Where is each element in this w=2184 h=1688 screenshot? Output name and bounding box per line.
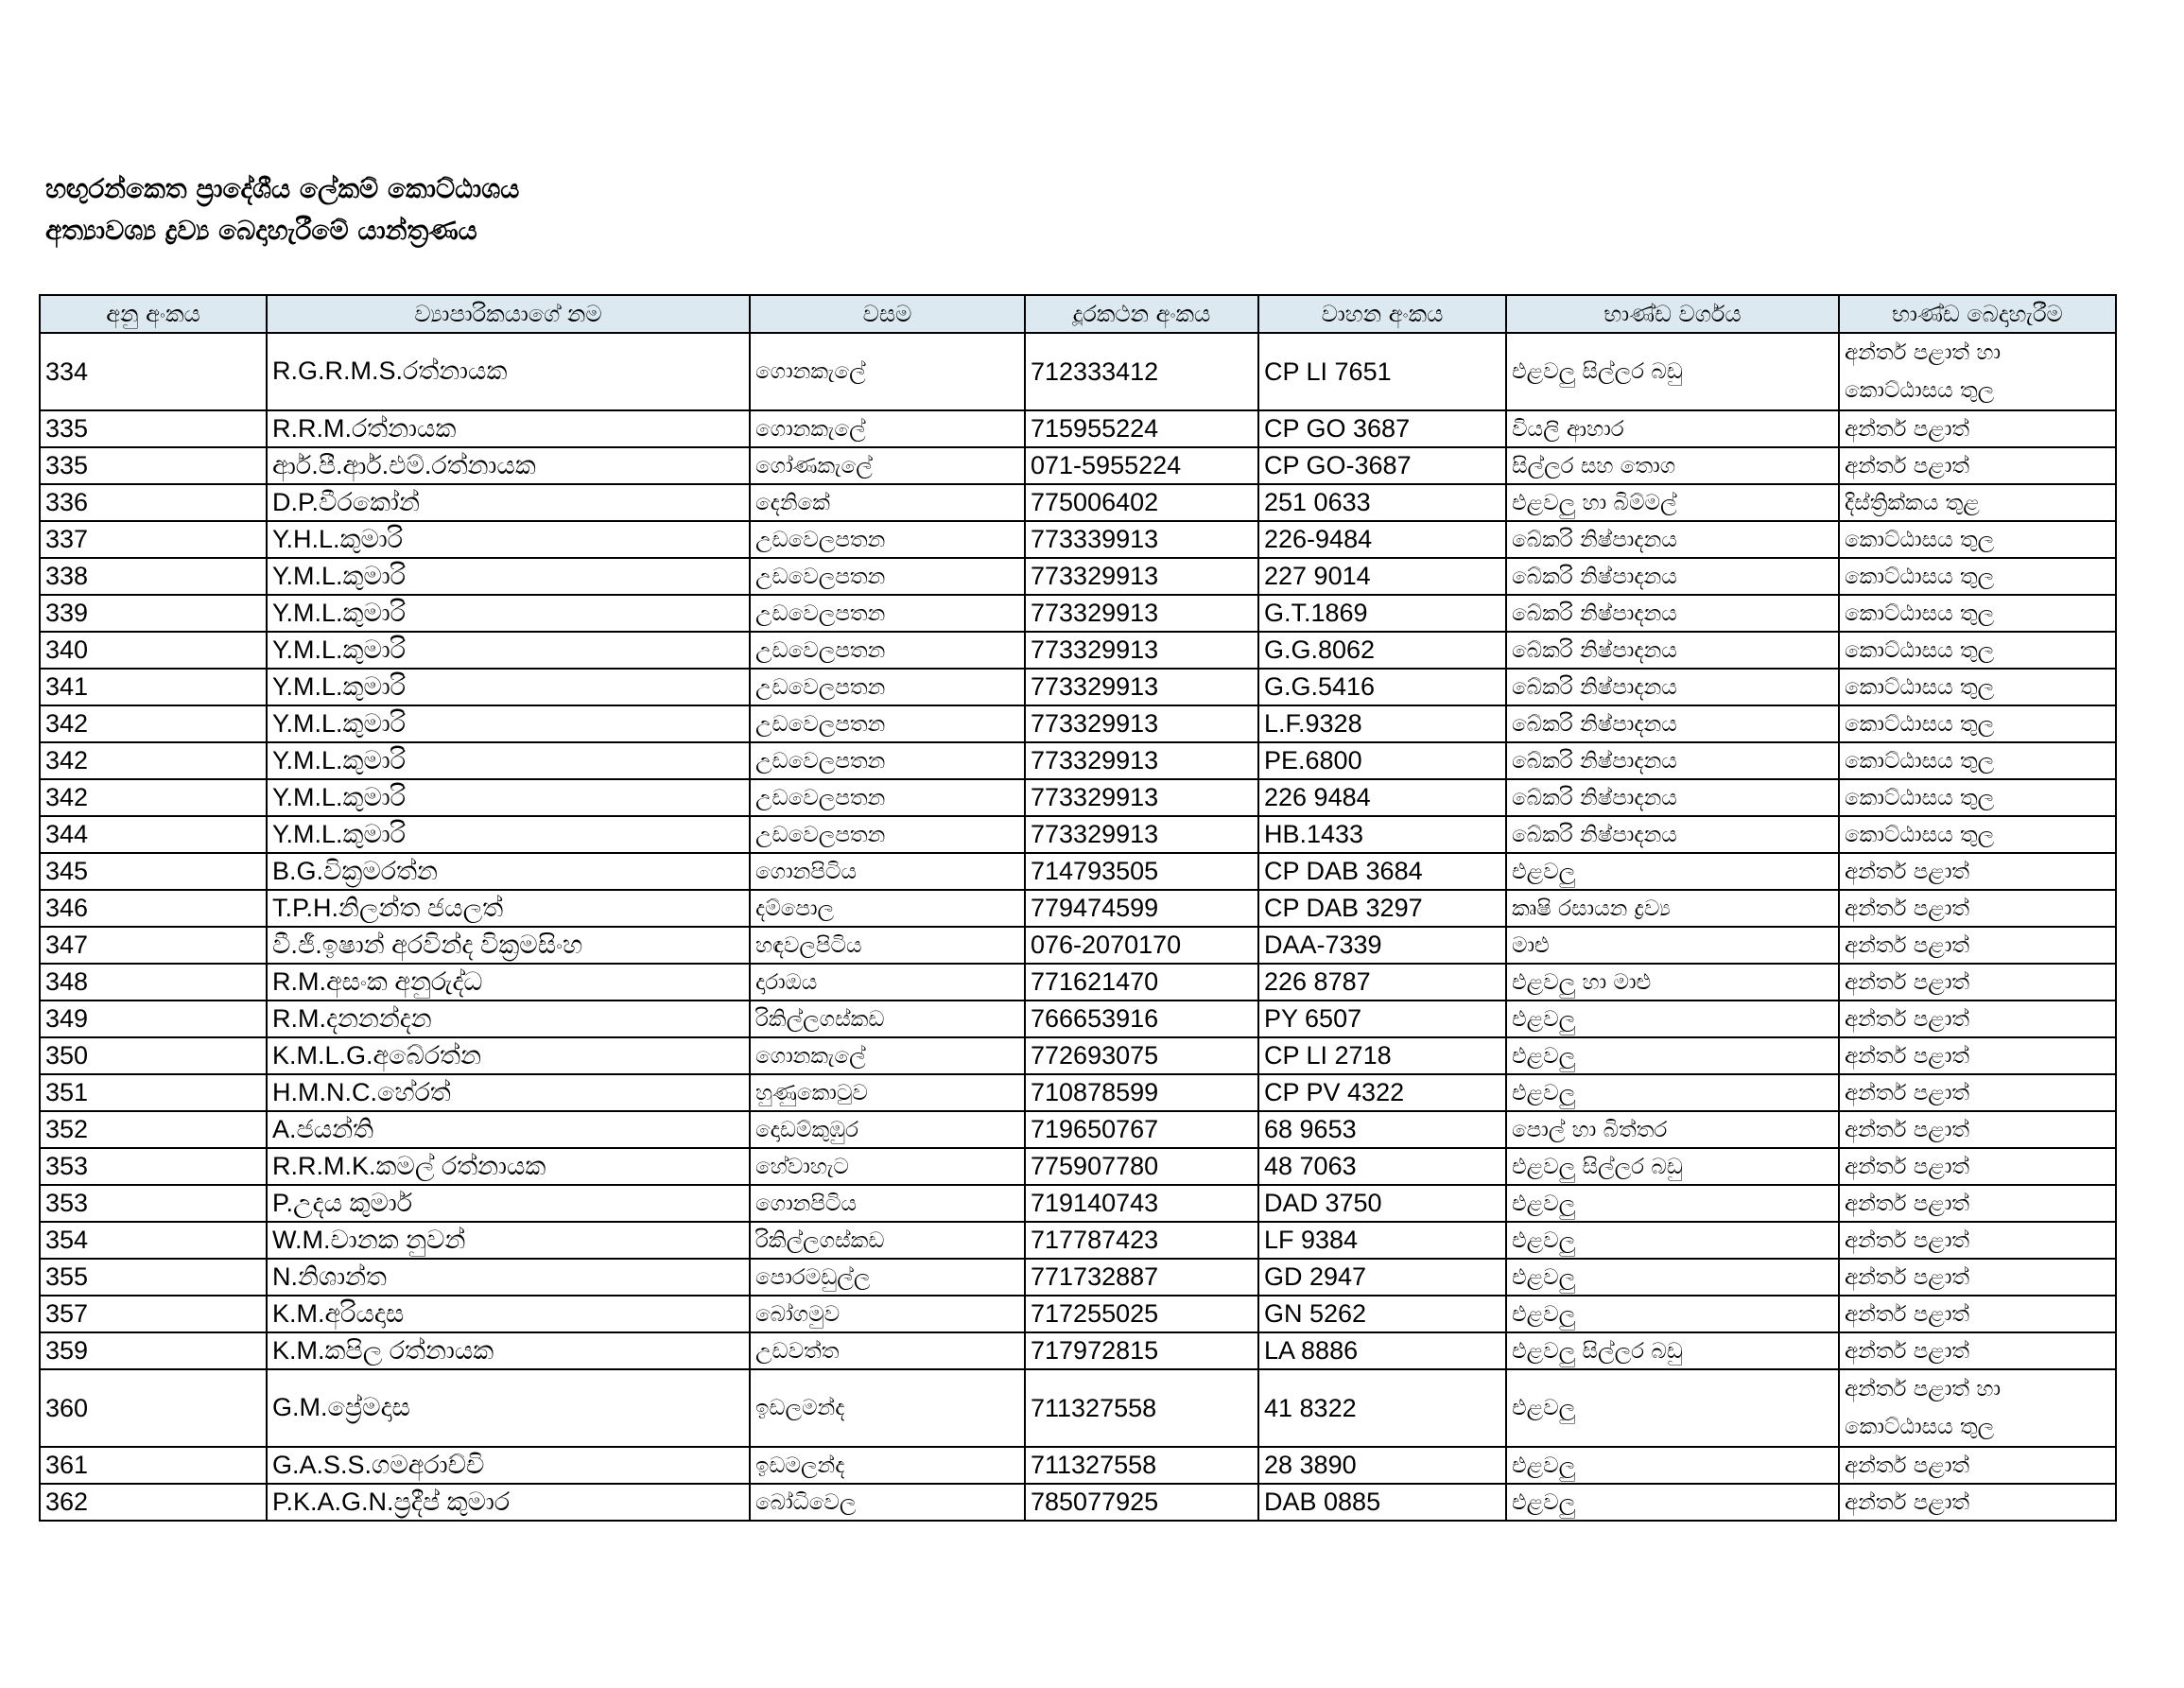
trader-name-cell: Y.M.L.කුමාරි — [267, 558, 750, 595]
trader-name-cell: R.R.M.රත්නායක — [267, 410, 750, 447]
distribution-line: අන්තර් පළාත් හා — [1845, 1377, 2002, 1401]
distribution-cell: අන්තර් පළාත් — [1839, 1185, 2116, 1222]
table-row — [40, 1001, 2116, 1037]
serial-cell: 355 — [40, 1259, 267, 1296]
phone-cell: 766653916 — [1025, 1001, 1258, 1037]
serial-cell: 336 — [40, 484, 267, 521]
goods-type-cell: බේකරි නිෂ්පාදනය — [1506, 521, 1839, 558]
goods-type-cell: එළවලු — [1506, 1447, 1839, 1484]
distribution-cell: අන්තර් පළාත් — [1839, 1148, 2116, 1185]
vehicle-cell: DAA-7339 — [1258, 927, 1506, 964]
trader-name-cell: R.R.M.K.කමල් රත්නායක — [267, 1148, 750, 1185]
phone-cell: 773329913 — [1025, 705, 1258, 742]
serial-cell: 353 — [40, 1148, 267, 1185]
distribution-line: අන්තර් පළාත් හා — [1845, 340, 2002, 365]
phone-cell: 773329913 — [1025, 742, 1258, 779]
goods-type-cell: බේකරි නිෂ්පාදනය — [1506, 595, 1839, 632]
serial-cell: 360 — [40, 1369, 267, 1447]
vehicle-cell: CP GO-3687 — [1258, 447, 1506, 484]
goods-type-cell: බේකරි නිෂ්පාදනය — [1506, 669, 1839, 705]
goods-type-cell: එළවලු — [1506, 1185, 1839, 1222]
goods-type-cell: එළවලු — [1506, 1259, 1839, 1296]
goods-type-cell: බේකරි නිෂ්පාදනය — [1506, 816, 1839, 853]
serial-cell: 342 — [40, 779, 267, 816]
distribution-cell: අන්තර් පළාත් — [1839, 1259, 2116, 1296]
column-header-domain: වසම — [750, 295, 1025, 333]
goods-type-cell: එළවලු — [1506, 1484, 1839, 1521]
goods-type-cell: සිල්ලර සහ තොග — [1506, 447, 1839, 484]
document-title: අත්‍යාවශ්‍ය ද්‍රව්‍ය බෙදාහැරීමේ යාන්ත්‍රණය — [45, 215, 477, 246]
trader-name-cell: T.P.H.නිලන්ත ජයලත් — [267, 890, 750, 927]
goods-type-cell: බේකරි නිෂ්පාදනය — [1506, 632, 1839, 669]
distribution-cell: කොට්ඨාසය තුල — [1839, 669, 2116, 705]
serial-cell: 350 — [40, 1037, 267, 1074]
distribution-cell: කොට්ඨාසය තුල — [1839, 742, 2116, 779]
vehicle-cell: DAD 3750 — [1258, 1185, 1506, 1222]
trader-name-cell: N.නිශාන්ත — [267, 1259, 750, 1296]
domain-cell: උඩවෙලපතන — [750, 742, 1025, 779]
phone-cell: 717972815 — [1025, 1332, 1258, 1369]
vehicle-cell: L.F.9328 — [1258, 705, 1506, 742]
phone-cell: 711327558 — [1025, 1369, 1258, 1447]
vehicle-cell: GD 2947 — [1258, 1259, 1506, 1296]
table-row — [40, 632, 2116, 669]
distribution-cell: අන්තර් පළාත් — [1839, 1037, 2116, 1074]
column-header-vehicle: වාහන අංකය — [1258, 295, 1506, 333]
domain-cell: දෙනිකේ — [750, 484, 1025, 521]
domain-cell: උඩවෙලපතන — [750, 558, 1025, 595]
domain-cell: බෝගමුව — [750, 1296, 1025, 1332]
trader-name-cell: R.M.අසංක අනුරුද්ධ — [267, 964, 750, 1001]
domain-cell: උඩවෙලපතන — [750, 779, 1025, 816]
serial-cell: 353 — [40, 1185, 267, 1222]
goods-type-cell: කෘෂි රසායන ද්‍රව්‍ය — [1506, 890, 1839, 927]
distribution-cell: අන්තර් පළාත් — [1839, 447, 2116, 484]
table-row — [40, 521, 2116, 558]
column-header-serial: අනු අංකය — [40, 295, 267, 333]
domain-cell: උඩවෙලපතන — [750, 705, 1025, 742]
table-row — [40, 1332, 2116, 1369]
trader-name-cell: වී.ජී.ඉෂාන් අරවින්ද වික්‍රමසිංහ — [267, 927, 750, 964]
phone-cell: 715955224 — [1025, 410, 1258, 447]
trader-name-cell: K.M.කපිල රත්නායක — [267, 1332, 750, 1369]
distribution-cell: කොට්ඨාසය තුල — [1839, 521, 2116, 558]
table-row — [40, 333, 2116, 410]
domain-cell: ගොනකැලේ — [750, 410, 1025, 447]
serial-cell: 359 — [40, 1332, 267, 1369]
distribution-cell: කොට්ඨාසය තුල — [1839, 558, 2116, 595]
distribution-cell: අන්තර් පළාත් — [1839, 890, 2116, 927]
header-row — [40, 295, 2116, 333]
vehicle-cell: 251 0633 — [1258, 484, 1506, 521]
serial-cell: 334 — [40, 333, 267, 410]
table-row — [40, 853, 2116, 890]
distribution-cell: කොට්ඨාසය තුල — [1839, 595, 2116, 632]
phone-cell: 772693075 — [1025, 1037, 1258, 1074]
goods-type-cell: පොල් හා බිත්තර — [1506, 1111, 1839, 1148]
column-header-phone: දූරකථන අංකය — [1025, 295, 1258, 333]
vehicle-cell: 227 9014 — [1258, 558, 1506, 595]
serial-cell: 342 — [40, 705, 267, 742]
distribution-cell: කොට්ඨාසය තුල — [1839, 779, 2116, 816]
goods-type-cell: බේකරි නිෂ්පාදනය — [1506, 705, 1839, 742]
phone-cell: 773329913 — [1025, 632, 1258, 669]
goods-type-cell: එළවලු — [1506, 1369, 1839, 1447]
goods-type-cell: එළවලු සිල්ලර බඩු — [1506, 1332, 1839, 1369]
distribution-cell: අන්තර් පළාත් — [1839, 410, 2116, 447]
phone-cell: 771621470 — [1025, 964, 1258, 1001]
vehicle-cell: LA 8886 — [1258, 1332, 1506, 1369]
distribution-cell: අන්තර් පළාත් — [1839, 964, 2116, 1001]
serial-cell: 361 — [40, 1447, 267, 1484]
serial-cell: 341 — [40, 669, 267, 705]
domain-cell: ගෝණකැලේ — [750, 447, 1025, 484]
serial-cell: 357 — [40, 1296, 267, 1332]
goods-type-cell: එළවලු — [1506, 1074, 1839, 1111]
phone-cell: 775006402 — [1025, 484, 1258, 521]
trader-name-cell: D.P.වීරකෝන් — [267, 484, 750, 521]
distribution-cell — [1839, 333, 2116, 410]
table-row — [40, 779, 2116, 816]
phone-cell: 719650767 — [1025, 1111, 1258, 1148]
table-row — [40, 816, 2116, 853]
trader-name-cell: Y.M.L.කුමාරි — [267, 669, 750, 705]
column-header-goods-type: භාණ්ඩ වර්ගය — [1506, 295, 1839, 333]
table-row — [40, 595, 2116, 632]
trader-name-cell: Y.M.L.කුමාරි — [267, 816, 750, 853]
serial-cell: 362 — [40, 1484, 267, 1521]
domain-cell: ඉඩලමන්ද — [750, 1369, 1025, 1447]
goods-type-cell: එළවලු — [1506, 1296, 1839, 1332]
serial-cell: 339 — [40, 595, 267, 632]
column-header-distribution: භාණ්ඩ බෙදාහැරීම — [1839, 295, 2116, 333]
domain-cell: උඩවෙලපතන — [750, 669, 1025, 705]
trader-name-cell: Y.H.L.කුමාරි — [267, 521, 750, 558]
phone-cell: 773329913 — [1025, 816, 1258, 853]
table-row — [40, 890, 2116, 927]
distribution-cell: අන්තර් පළාත් — [1839, 1332, 2116, 1369]
domain-cell: හේවාහැට — [750, 1148, 1025, 1185]
phone-cell: 717787423 — [1025, 1222, 1258, 1259]
domain-cell: හුණුකොටුව — [750, 1074, 1025, 1111]
trader-name-cell: A.ජයන්ති — [267, 1111, 750, 1148]
serial-cell: 352 — [40, 1111, 267, 1148]
table-row — [40, 558, 2116, 595]
vehicle-cell: CP DAB 3297 — [1258, 890, 1506, 927]
distribution-cell: අන්තර් පළාත් — [1839, 927, 2116, 964]
domain-cell: රිකිල්ලගස්කඩ — [750, 1222, 1025, 1259]
table-row — [40, 447, 2116, 484]
serial-cell: 349 — [40, 1001, 267, 1037]
goods-type-cell: මාළු — [1506, 927, 1839, 964]
phone-cell: 773329913 — [1025, 779, 1258, 816]
serial-cell: 354 — [40, 1222, 267, 1259]
serial-cell: 337 — [40, 521, 267, 558]
goods-type-cell: වියලි ආහාර — [1506, 410, 1839, 447]
table-row — [40, 1148, 2116, 1185]
vehicle-cell: CP DAB 3684 — [1258, 853, 1506, 890]
distribution-line: කොට්ඨාසය තුල — [1845, 378, 1995, 403]
domain-cell: ගොනපිටිය — [750, 1185, 1025, 1222]
phone-cell: 775907780 — [1025, 1148, 1258, 1185]
table-row — [40, 705, 2116, 742]
phone-cell: 773339913 — [1025, 521, 1258, 558]
trader-name-cell: P.K.A.G.N.ප්‍රදීප් කුමාර — [267, 1484, 750, 1521]
distribution-cell: අන්තර් පළාත් — [1839, 1001, 2116, 1037]
vehicle-cell: 48 7063 — [1258, 1148, 1506, 1185]
table-row — [40, 964, 2116, 1001]
serial-cell: 346 — [40, 890, 267, 927]
table-row — [40, 669, 2116, 705]
trader-name-cell: W.M.චානක නුවන් — [267, 1222, 750, 1259]
serial-cell: 335 — [40, 447, 267, 484]
distribution-cell: අන්තර් පළාත් — [1839, 1222, 2116, 1259]
phone-cell: 717255025 — [1025, 1296, 1258, 1332]
trader-name-cell: H.M.N.C.හේරත් — [267, 1074, 750, 1111]
domain-cell: ගොනකැලේ — [750, 1037, 1025, 1074]
vehicle-cell: HB.1433 — [1258, 816, 1506, 853]
serial-cell: 348 — [40, 964, 267, 1001]
table-row — [40, 1484, 2116, 1521]
serial-cell: 347 — [40, 927, 267, 964]
distribution-cell: කොට්ඨාසය තුල — [1839, 816, 2116, 853]
phone-cell: 771732887 — [1025, 1259, 1258, 1296]
trader-name-cell: K.M.L.G.අබේරත්න — [267, 1037, 750, 1074]
page-header — [45, 168, 519, 252]
goods-type-cell: එළවලු — [1506, 1222, 1839, 1259]
vehicle-cell: 28 3890 — [1258, 1447, 1506, 1484]
vehicle-cell: G.G.5416 — [1258, 669, 1506, 705]
goods-type-cell: එළවලු හා මාළු — [1506, 964, 1839, 1001]
trader-name-cell: ආර්.පී.ආර්.එම්.රත්නායක — [267, 447, 750, 484]
distribution-cell — [1839, 1369, 2116, 1447]
goods-type-cell: බේකරි නිෂ්පාදනය — [1506, 558, 1839, 595]
domain-cell: හඳවලපිටිය — [750, 927, 1025, 964]
trader-name-cell: R.M.දනනන්දන — [267, 1001, 750, 1037]
phone-cell: 710878599 — [1025, 1074, 1258, 1111]
column-header-trader-name: ව්‍යාපාරිකයාගේ නම — [267, 295, 750, 333]
distribution-cell: අන්තර් පළාත් — [1839, 1484, 2116, 1521]
distribution-cell: අන්තර් පළාත් — [1839, 1111, 2116, 1148]
distribution-cell: කොට්ඨාසය තුල — [1839, 632, 2116, 669]
domain-cell: උඩවෙලපතන — [750, 595, 1025, 632]
trader-name-cell: B.G.වික්‍රමරත්න — [267, 853, 750, 890]
office-title: හඟුරන්කෙත ප්‍රාදේශීය ලේකම් කොට්ඨාශය — [45, 173, 520, 204]
serial-cell: 335 — [40, 410, 267, 447]
table-row — [40, 1369, 2116, 1447]
domain-cell: පොරමඩුල්ල — [750, 1259, 1025, 1296]
goods-type-cell: බේකරි නිෂ්පාදනය — [1506, 742, 1839, 779]
domain-cell: දොඩම්කුඹුර — [750, 1111, 1025, 1148]
serial-cell: 351 — [40, 1074, 267, 1111]
goods-type-cell: එළවලු — [1506, 1001, 1839, 1037]
distribution-cell: දිස්ත්‍රික්කය තුළ — [1839, 484, 2116, 521]
distribution-cell: අන්තර් පළාත් — [1839, 853, 2116, 890]
table-row — [40, 1037, 2116, 1074]
domain-cell: දාරාඔය — [750, 964, 1025, 1001]
phone-cell: 712333412 — [1025, 333, 1258, 410]
serial-cell: 338 — [40, 558, 267, 595]
serial-cell: 342 — [40, 742, 267, 779]
goods-type-cell: බේකරි නිෂ්පාදනය — [1506, 779, 1839, 816]
vehicle-cell: DAB 0885 — [1258, 1484, 1506, 1521]
serial-cell: 340 — [40, 632, 267, 669]
phone-cell: 719140743 — [1025, 1185, 1258, 1222]
phone-cell: 773329913 — [1025, 669, 1258, 705]
domain-cell: දම්පොල — [750, 890, 1025, 927]
vehicle-cell: GN 5262 — [1258, 1296, 1506, 1332]
vehicle-cell: 68 9653 — [1258, 1111, 1506, 1148]
table-body — [40, 333, 2116, 1521]
table-row — [40, 1074, 2116, 1111]
table-row — [40, 927, 2116, 964]
vehicle-cell: 226 9484 — [1258, 779, 1506, 816]
serial-cell: 344 — [40, 816, 267, 853]
distribution-cell: අන්තර් පළාත් — [1839, 1447, 2116, 1484]
table-row — [40, 1222, 2116, 1259]
trader-name-cell: Y.M.L.කුමාරි — [267, 595, 750, 632]
domain-cell: උඩවෙලපතන — [750, 632, 1025, 669]
distribution-line: කොට්ඨාසය තුල — [1845, 1415, 1995, 1439]
distribution-cell: අන්තර් පළාත් — [1839, 1074, 2116, 1111]
vehicle-cell: 226-9484 — [1258, 521, 1506, 558]
trader-name-cell: R.G.R.M.S.රත්නායක — [267, 333, 750, 410]
table-row — [40, 1259, 2116, 1296]
phone-cell: 773329913 — [1025, 595, 1258, 632]
phone-cell: 773329913 — [1025, 558, 1258, 595]
phone-cell: 779474599 — [1025, 890, 1258, 927]
trader-name-cell: P.උදය කුමාර් — [267, 1185, 750, 1222]
vehicle-cell: CP LI 2718 — [1258, 1037, 1506, 1074]
vehicle-cell: PY 6507 — [1258, 1001, 1506, 1037]
distribution-table — [39, 294, 2117, 1522]
vehicle-cell: LF 9384 — [1258, 1222, 1506, 1259]
domain-cell: බෝධිවෙල — [750, 1484, 1025, 1521]
vehicle-cell: CP LI 7651 — [1258, 333, 1506, 410]
phone-cell: 785077925 — [1025, 1484, 1258, 1521]
table-row — [40, 484, 2116, 521]
trader-name-cell: G.M.ප්‍රේමදාස — [267, 1369, 750, 1447]
goods-type-cell: එළවලු — [1506, 1037, 1839, 1074]
goods-type-cell: එළවලු සිල්ලර බඩු — [1506, 333, 1839, 410]
phone-cell: 711327558 — [1025, 1447, 1258, 1484]
vehicle-cell: CP GO 3687 — [1258, 410, 1506, 447]
domain-cell: රිකිල්ලගස්කඩ — [750, 1001, 1025, 1037]
domain-cell: ගොනපිටිය — [750, 853, 1025, 890]
trader-name-cell: Y.M.L.කුමාරි — [267, 632, 750, 669]
phone-cell: 071-5955224 — [1025, 447, 1258, 484]
domain-cell: උඩවත්ත — [750, 1332, 1025, 1369]
distribution-cell: අන්තර් පළාත් — [1839, 1296, 2116, 1332]
trader-name-cell: Y.M.L.කුමාරි — [267, 779, 750, 816]
domain-cell: ඉඩමලන්ද — [750, 1447, 1025, 1484]
trader-name-cell: G.A.S.S.ගමඅරාච්චි — [267, 1447, 750, 1484]
vehicle-cell: PE.6800 — [1258, 742, 1506, 779]
table-row — [40, 1447, 2116, 1484]
phone-cell: 714793505 — [1025, 853, 1258, 890]
phone-cell: 076-2070170 — [1025, 927, 1258, 964]
table-row — [40, 1185, 2116, 1222]
table-row — [40, 1296, 2116, 1332]
domain-cell: උඩවෙලපතන — [750, 816, 1025, 853]
vehicle-cell: G.T.1869 — [1258, 595, 1506, 632]
table-row — [40, 742, 2116, 779]
goods-type-cell: එළවලු — [1506, 853, 1839, 890]
goods-type-cell: එළවලු හා බිම්මල් — [1506, 484, 1839, 521]
trader-name-cell: K.M.අරියදාස — [267, 1296, 750, 1332]
vehicle-cell: 41 8322 — [1258, 1369, 1506, 1447]
table-row — [40, 410, 2116, 447]
vehicle-cell: CP PV 4322 — [1258, 1074, 1506, 1111]
vehicle-cell: G.G.8062 — [1258, 632, 1506, 669]
distribution-cell: කොට්ඨාසය තුල — [1839, 705, 2116, 742]
serial-cell: 345 — [40, 853, 267, 890]
trader-name-cell: Y.M.L.කුමාරි — [267, 705, 750, 742]
domain-cell: උඩවෙලපතන — [750, 521, 1025, 558]
table-row — [40, 1111, 2116, 1148]
vehicle-cell: 226 8787 — [1258, 964, 1506, 1001]
domain-cell: ගොනකැලේ — [750, 333, 1025, 410]
goods-type-cell: එළවලු සිල්ලර බඩු — [1506, 1148, 1839, 1185]
trader-name-cell: Y.M.L.කුමාරි — [267, 742, 750, 779]
